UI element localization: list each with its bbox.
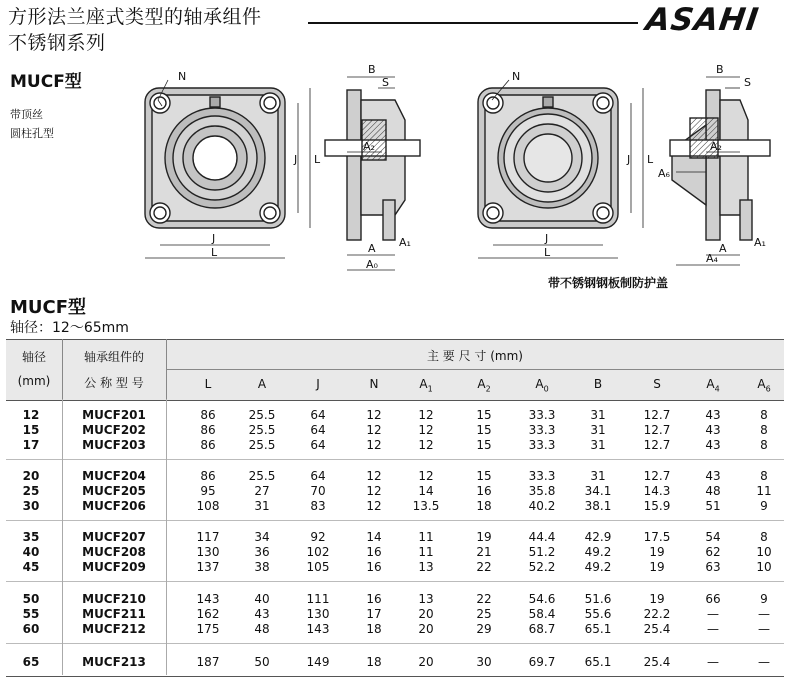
cell-n: 12	[366, 423, 382, 437]
cell-model: MUCF213	[82, 655, 146, 669]
cell-a6: 9	[760, 499, 768, 513]
cell-shaft: 65	[22, 655, 40, 669]
header-model-label: 轴承组件的	[83, 350, 144, 364]
cell-s: 12.7	[643, 408, 671, 422]
cell-b: 49.2	[584, 560, 612, 574]
front-view-standard	[145, 88, 285, 228]
cell-l: 95	[200, 484, 216, 498]
label-l-2: L	[544, 246, 551, 259]
cell-j: 102	[306, 545, 330, 559]
cell-shaft: 35	[22, 530, 40, 544]
cell-n: 14	[366, 530, 382, 544]
cell-a: 27	[254, 484, 270, 498]
cell-j: 70	[310, 484, 326, 498]
label-l-2v: L	[647, 153, 654, 166]
cell-a0: 40.2	[528, 499, 556, 513]
cell-a4: 63	[705, 560, 721, 574]
label-l-1v: L	[314, 153, 321, 166]
cell-n: 16	[366, 560, 382, 574]
cell-j: 149	[306, 655, 330, 669]
cover-caption: 带不锈钢钢板制防护盖	[548, 276, 669, 290]
cell-b: 49.2	[584, 545, 612, 559]
cell-s: 12.7	[643, 438, 671, 452]
cell-shaft: 40	[22, 545, 40, 559]
cell-l: 86	[200, 423, 216, 437]
cell-s: 14.3	[643, 484, 671, 498]
cell-l: 143	[196, 592, 220, 606]
cell-a: 40	[254, 592, 270, 606]
cell-s: 25.4	[643, 622, 671, 636]
cell-model: MUCF211	[82, 607, 146, 621]
shaft-range: 轴径：12～65mm	[10, 320, 129, 336]
cell-b: 51.6	[584, 592, 612, 606]
cell-j: 92	[310, 530, 326, 544]
label-j-1v: J	[294, 153, 298, 166]
cell-a0: 54.6	[528, 592, 556, 606]
header-dim-a2: $A_2$	[477, 377, 491, 394]
label-b-1: B	[368, 63, 376, 76]
cell-b: 55.6	[584, 607, 612, 621]
header-dim-a6: $A_6$	[757, 377, 771, 394]
bearing-drawings	[0, 0, 790, 300]
cell-s: 19	[649, 592, 665, 606]
cell-j: 105	[306, 560, 330, 574]
cell-a6: —	[758, 622, 770, 636]
cell-b: 31	[590, 438, 606, 452]
cell-b: 42.9	[584, 530, 612, 544]
page-title: 方形法兰座式类型的轴承组件	[8, 6, 262, 28]
cell-a2: 22	[476, 592, 492, 606]
header-dim-j: J	[316, 377, 320, 391]
cell-a4: 43	[705, 469, 721, 483]
cell-shaft: 15	[22, 423, 40, 437]
cell-model: MUCF204	[82, 469, 146, 483]
cell-shaft: 12	[22, 408, 40, 422]
cell-b: 31	[590, 408, 606, 422]
cell-s: 19	[649, 560, 665, 574]
cell-b: 31	[590, 423, 606, 437]
cell-n: 12	[366, 408, 382, 422]
cell-s: 12.7	[643, 469, 671, 483]
label-a1-1: A₁	[399, 236, 411, 249]
cell-b: 65.1	[584, 655, 612, 669]
table-row	[6, 469, 784, 484]
cell-a4: —	[707, 607, 719, 621]
label-n-1: N	[178, 70, 187, 83]
label-j-2v: J	[627, 153, 631, 166]
side-view-covered	[670, 90, 770, 240]
cell-a4: 51	[705, 499, 721, 513]
table-row	[6, 592, 784, 607]
cell-model: MUCF205	[82, 484, 146, 498]
group-separator	[6, 459, 784, 460]
cell-a4: 48	[705, 484, 721, 498]
cell-l: 137	[196, 560, 220, 574]
table-bottom-rule	[6, 676, 784, 677]
header-dim-a: A	[257, 377, 267, 391]
label-a6-2: A₆	[658, 167, 670, 180]
cell-a1: 11	[418, 545, 434, 559]
cell-n: 16	[366, 592, 382, 606]
cell-a: 25.5	[248, 438, 276, 452]
cell-a4: 43	[705, 438, 721, 452]
cell-n: 18	[366, 622, 382, 636]
cell-a: 25.5	[248, 408, 276, 422]
cell-shaft: 55	[22, 607, 40, 621]
cell-s: 25.4	[643, 655, 671, 669]
column-divider	[62, 399, 63, 675]
cell-a0: 33.3	[528, 438, 556, 452]
cell-a0: 51.2	[528, 545, 556, 559]
cell-a6: 8	[760, 408, 768, 422]
header-shaft-unit: (mm)	[17, 374, 51, 388]
cell-b: 34.1	[584, 484, 612, 498]
table-row	[6, 607, 784, 622]
cell-a1: 20	[418, 655, 434, 669]
cell-shaft: 25	[22, 484, 40, 498]
group-separator	[6, 520, 784, 521]
label-l-1: L	[211, 246, 218, 259]
cell-j: 143	[306, 622, 330, 636]
cell-a2: 15	[476, 408, 492, 422]
cell-a1: 12	[418, 408, 434, 422]
cell-n: 18	[366, 655, 382, 669]
cell-model: MUCF210	[82, 592, 146, 606]
cell-a2: 18	[476, 499, 492, 513]
table-row	[6, 655, 784, 670]
cell-a: 36	[254, 545, 270, 559]
cell-a: 38	[254, 560, 270, 574]
header-dim-n: N	[369, 377, 379, 391]
section-title: MUCF型	[10, 297, 87, 318]
side-view-standard	[325, 90, 420, 240]
cell-shaft: 20	[22, 469, 40, 483]
diagram-desc-bore: 圆柱孔型	[10, 127, 54, 140]
cell-a2: 22	[476, 560, 492, 574]
cell-a2: 15	[476, 469, 492, 483]
cell-a: 34	[254, 530, 270, 544]
cell-a6: 11	[756, 484, 772, 498]
cell-a1: 13.5	[412, 499, 440, 513]
cell-b: 65.1	[584, 622, 612, 636]
column-divider	[166, 399, 167, 675]
label-a2-2: A₂	[710, 140, 722, 153]
cell-a: 43	[254, 607, 270, 621]
cell-j: 111	[306, 592, 330, 606]
cell-a: 25.5	[248, 423, 276, 437]
label-n-2: N	[512, 70, 521, 83]
cell-l: 130	[196, 545, 220, 559]
cell-a6: 10	[756, 545, 772, 559]
table-row	[6, 545, 784, 560]
cell-a1: 12	[418, 423, 434, 437]
cell-a4: 62	[705, 545, 721, 559]
cell-j: 83	[310, 499, 326, 513]
cell-a0: 33.3	[528, 469, 556, 483]
header-dim-a0: $A_0$	[535, 377, 549, 394]
cell-a0: 52.2	[528, 560, 556, 574]
table-row	[6, 530, 784, 545]
header-dim-s: S	[653, 377, 661, 391]
cell-a2: 15	[476, 438, 492, 452]
front-view-covered	[478, 88, 618, 228]
cell-j: 64	[310, 423, 326, 437]
cell-j: 130	[306, 607, 330, 621]
cell-a4: 43	[705, 408, 721, 422]
cell-a: 48	[254, 622, 270, 636]
label-a-1: A	[368, 242, 376, 255]
header-dim-a4: $A_4$	[706, 377, 720, 394]
label-a0-1: A₀	[366, 258, 378, 271]
cell-model: MUCF203	[82, 438, 146, 452]
cell-a: 25.5	[248, 469, 276, 483]
table-row	[6, 423, 784, 438]
group-separator	[6, 581, 784, 582]
label-a4-2: A₄	[706, 252, 718, 265]
cell-l: 162	[196, 607, 220, 621]
header-dims-label: 主 要 尺 寸 (mm)	[426, 349, 523, 363]
cell-a2: 21	[476, 545, 492, 559]
header-dim-b: B	[593, 377, 603, 391]
cell-n: 17	[366, 607, 382, 621]
cell-a1: 20	[418, 622, 434, 636]
label-a2-1: A₂	[363, 140, 375, 153]
cell-shaft: 30	[22, 499, 40, 513]
cell-a: 50	[254, 655, 270, 669]
cell-a1: 11	[418, 530, 434, 544]
cell-a4: —	[707, 655, 719, 669]
cell-a1: 12	[418, 469, 434, 483]
cell-model: MUCF208	[82, 545, 146, 559]
cell-a1: 13	[418, 592, 434, 606]
cell-model: MUCF202	[82, 423, 146, 437]
cell-shaft: 17	[22, 438, 40, 452]
cell-a1: 12	[418, 438, 434, 452]
cell-a2: 15	[476, 423, 492, 437]
cell-n: 12	[366, 484, 382, 498]
header-dim-a1: $A_1$	[419, 377, 433, 394]
header-divider	[166, 369, 784, 370]
cell-n: 12	[366, 469, 382, 483]
cell-a6: —	[758, 607, 770, 621]
cell-s: 17.5	[643, 530, 671, 544]
cell-l: 86	[200, 408, 216, 422]
cell-a6: 8	[760, 530, 768, 544]
cell-a0: 68.7	[528, 622, 556, 636]
label-b-2: B	[716, 63, 724, 76]
cell-a: 31	[254, 499, 270, 513]
header-shaft-label: 轴径	[21, 350, 46, 364]
cell-n: 12	[366, 438, 382, 452]
cell-j: 64	[310, 469, 326, 483]
cell-a0: 35.8	[528, 484, 556, 498]
cell-l: 175	[196, 622, 220, 636]
cell-a2: 29	[476, 622, 492, 636]
cell-a2: 16	[476, 484, 492, 498]
cell-a0: 44.4	[528, 530, 556, 544]
cell-j: 64	[310, 408, 326, 422]
cell-shaft: 45	[22, 560, 40, 574]
cell-model: MUCF206	[82, 499, 146, 513]
cell-a2: 30	[476, 655, 492, 669]
table-row	[6, 408, 784, 423]
table-row	[6, 560, 784, 575]
cell-shaft: 50	[22, 592, 40, 606]
cell-j: 64	[310, 438, 326, 452]
table-row	[6, 438, 784, 453]
cell-a6: 8	[760, 469, 768, 483]
cell-s: 15.9	[643, 499, 671, 513]
cell-a4: 66	[705, 592, 721, 606]
cell-a1: 14	[418, 484, 434, 498]
group-separator	[6, 643, 784, 644]
label-a-2: A	[719, 242, 727, 255]
cell-a6: 8	[760, 438, 768, 452]
cell-s: 19	[649, 545, 665, 559]
cell-s: 22.2	[643, 607, 671, 621]
cell-model: MUCF201	[82, 408, 146, 422]
cell-l: 86	[200, 469, 216, 483]
header-model-sub: 公 称 型 号	[84, 376, 144, 390]
cell-s: 12.7	[643, 423, 671, 437]
cell-b: 31	[590, 469, 606, 483]
cell-a4: —	[707, 622, 719, 636]
cell-model: MUCF212	[82, 622, 146, 636]
cell-l: 108	[196, 499, 220, 513]
cell-a6: 9	[760, 592, 768, 606]
label-j-1: J	[212, 232, 216, 245]
cell-l: 86	[200, 438, 216, 452]
cell-a6: 8	[760, 423, 768, 437]
label-s-1: S	[382, 76, 389, 89]
cell-a0: 33.3	[528, 408, 556, 422]
brand-logo: ASAHI	[643, 2, 762, 38]
cell-a2: 25	[476, 607, 492, 621]
cell-a0: 69.7	[528, 655, 556, 669]
cell-a0: 33.3	[528, 423, 556, 437]
cell-model: MUCF209	[82, 560, 146, 574]
table-row	[6, 622, 784, 637]
cell-a4: 43	[705, 423, 721, 437]
table-row	[6, 499, 784, 514]
cell-a6: —	[758, 655, 770, 669]
cell-l: 117	[196, 530, 220, 544]
label-j-2: J	[545, 232, 549, 245]
label-a1-2: A₁	[754, 236, 766, 249]
cell-n: 12	[366, 499, 382, 513]
cell-model: MUCF207	[82, 530, 146, 544]
cell-a1: 20	[418, 607, 434, 621]
header-dim-l: L	[204, 377, 212, 391]
cell-a0: 58.4	[528, 607, 556, 621]
diagram-desc-setscrew: 带顶丝	[10, 108, 43, 121]
cell-b: 38.1	[584, 499, 612, 513]
page-subtitle: 不锈钢系列	[8, 32, 106, 54]
diagram-model-label: MUCF型	[10, 72, 82, 92]
cell-a2: 19	[476, 530, 492, 544]
cell-n: 16	[366, 545, 382, 559]
cell-a4: 54	[705, 530, 721, 544]
cell-l: 187	[196, 655, 220, 669]
label-s-2: S	[744, 76, 751, 89]
cell-a6: 10	[756, 560, 772, 574]
table-row	[6, 484, 784, 499]
cell-a1: 13	[418, 560, 434, 574]
cell-shaft: 60	[22, 622, 40, 636]
